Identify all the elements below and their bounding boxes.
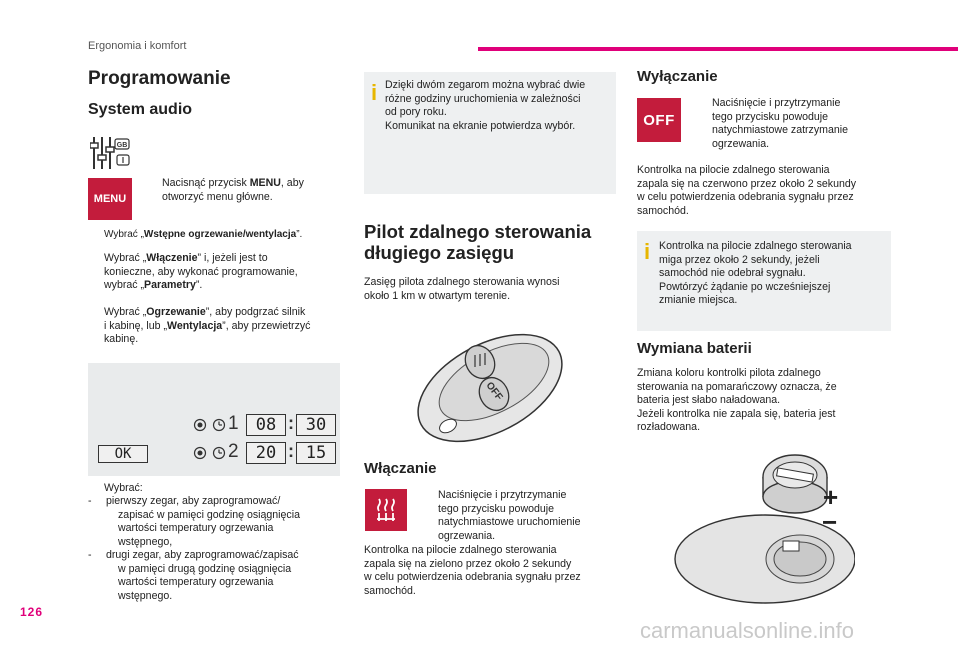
select-heating-text: Wybrać „Ogrzewanie”, aby podgrzać silnik i kabinę, lub „Wentylacja”, aby przewietrzyć kabinę. [104, 306, 311, 345]
ok-button[interactable]: OK [98, 445, 148, 463]
switch-on-text: Naciśnięcie i przytrzymanie tego przycisku powoduje natychmiastowe uruchomienie ogrzewania. [438, 489, 581, 542]
info-icon: i [371, 80, 378, 105]
select-enable-text: Wybrać „Włączenie” i, jeżeli jest to konieczne, aby wykonać programowanie, wybrać „Parametry”. [104, 252, 298, 291]
timer-1-colon: : [288, 413, 294, 433]
battery-minus-sign: − [822, 507, 838, 537]
list-item: - pierwszy zegar, aby zaprogramować/ zapisać w pamięci godzinę osiągnięcia wartości temperatury ogrzewania wstępnego, [88, 495, 300, 548]
info-text: Kontrolka na pilocie zdalnego sterowania miga przez około 2 sekundy, jeżeli samochód nie odebrał sygnału. Powtórzyć żądanie po wcześniejszej zmianie miejsca. [659, 240, 852, 306]
timer-2-colon: : [288, 441, 294, 461]
audio-settings-icon [90, 133, 134, 173]
timer-2-hours[interactable]: 20 [246, 442, 286, 464]
timer-1-hours[interactable]: 08 [246, 414, 286, 436]
header-accent-bar [478, 47, 958, 51]
menu-button[interactable]: MENU [88, 178, 132, 220]
remote-control-illustration [408, 322, 570, 448]
section-title: Ergonomia i komfort [88, 40, 187, 52]
remote-off-label: OFF [483, 380, 505, 403]
heater-icon [374, 497, 398, 523]
heating-on-button[interactable] [365, 489, 407, 531]
switch-off-light-text: Kontrolka na pilocie zdalnego sterowania zapala się na czerwono przez około 2 sekundy w celu potwierdzenia odebrania sygnału przez samochód. [637, 164, 857, 217]
battery-plus-sign: + [823, 482, 839, 512]
remote-range-text: Zasięg pilota zdalnego sterowania wynosi około 1 km w otwartym terenie. [364, 276, 560, 302]
info-icon: i [644, 239, 651, 264]
battery-heading: Wymiana baterii [637, 340, 752, 357]
timer-option-list [88, 495, 348, 603]
svg-text:GB: GB [116, 142, 128, 149]
info-text: Dzięki dwóm zegarom można wybrać dwie różne godziny uruchomienia w zależności od pory roku. Komunikat na ekranie potwierdza wybór. [385, 79, 586, 132]
section-heading-audio: System audio [88, 101, 193, 118]
radio-icon[interactable] [193, 446, 207, 460]
remote-title: Pilot zdalnego sterowania długiego zasięgu [364, 221, 592, 263]
info-box-signal [637, 231, 891, 331]
page-title: Programowanie [88, 68, 231, 89]
switch-off-text: Naciśnięcie i przytrzymanie tego przycisku powoduje natychmiastowe zatrzymanie ogrzewania. [712, 97, 849, 150]
radio-icon[interactable] [193, 418, 207, 432]
switch-on-light-text: Kontrolka na pilocie zdalnego sterowania zapala się na zielono przez około 2 sekundy w celu potwierdzenia odebrania sygnału przez samochód. [364, 544, 581, 597]
switch-on-heading: Włączanie [364, 460, 437, 477]
battery-text: Zmiana koloru kontrolki pilota zdalnego sterowania na pomarańczowy oznacza, że bateria jest słabo naładowana. Jeżeli kontrolka nie zapala się, bateria jest rozładowana. [637, 367, 837, 433]
watermark: carmanualsonline.info [640, 618, 855, 643]
off-button[interactable]: OFF [637, 98, 681, 142]
timer-2-label: 2 [228, 441, 239, 462]
page-number: 126 [20, 605, 44, 619]
clock-icon [212, 446, 226, 460]
switch-off-heading: Wyłączanie [637, 68, 718, 85]
battery-replacement-illustration [655, 447, 855, 607]
timer-1-label: 1 [228, 413, 239, 434]
clock-icon [212, 418, 226, 432]
timer-1-minutes[interactable]: 30 [296, 414, 336, 436]
press-menu-text: Nacisnąć przycisk MENU, aby otworzyć menu główne. [162, 177, 304, 203]
timer-display-panel [88, 363, 340, 476]
choose-label: Wybrać: [104, 482, 143, 494]
timer-2-minutes[interactable]: 15 [296, 442, 336, 464]
select-preheat-text: Wybrać „Wstępne ogrzewanie/wentylacja”. [104, 229, 303, 240]
info-box-timers [364, 72, 616, 194]
list-item: - drugi zegar, aby zaprogramować/zapisać w pamięci drugą godzinę osiągnięcia wartości temperatury ogrzewania wstępnego. [88, 549, 299, 602]
